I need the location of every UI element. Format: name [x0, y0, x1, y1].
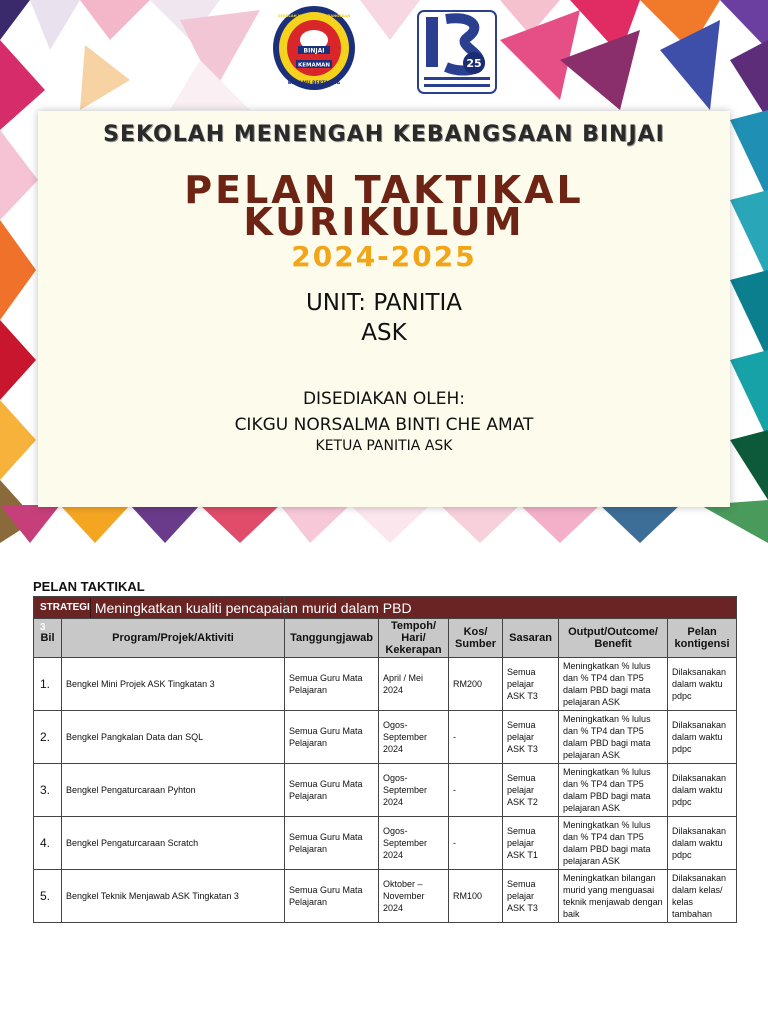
school-logo-motto: BERILMU BERTAQWA: [287, 81, 341, 86]
section-title: PELAN TAKTIKAL: [33, 579, 145, 594]
cell-tempoh: Ogos- September 2024: [379, 817, 449, 870]
cell-kontigensi: Dilaksanakan dalam waktu pdpc: [668, 817, 737, 870]
cell-output: Meningkatkan % lulus dan % TP4 dan TP5 dalam PBD bagi mata pelajaran ASK: [559, 658, 668, 711]
unit-line-1: UNIT: PANITIA: [305, 290, 463, 316]
strategy-cell: [34, 597, 412, 633]
cell-kontigensi: Dilaksanakan dalam kelas/ kelas tambahan: [668, 870, 737, 923]
school-logo-banner-bottom: KEMAMAN: [297, 62, 331, 69]
cell-program: Bengkel Pangkalan Data dan SQL: [62, 711, 285, 764]
cell-sasaran: Semua pelajar ASK T3: [503, 711, 559, 764]
cell-tanggungjawab: Semua Guru Mata Pelajaran: [285, 817, 379, 870]
cell-bil: 3.: [34, 764, 62, 817]
col-header-tempoh: Tempoh/ Hari/ Kekerapan: [379, 619, 449, 658]
cell-output: Meningkatkan % lulus dan % TP4 dan TP5 dalam PBD bagi mata pelajaran ASK: [559, 711, 668, 764]
cell-sasaran: Semua pelajar ASK T3: [503, 658, 559, 711]
school-logo: [272, 4, 356, 96]
col-header-kos: Kos/ Sumber: [449, 619, 503, 658]
col-header-tanggungjawab: Tanggungjawab: [285, 619, 379, 658]
cell-tempoh: Ogos- September 2024: [379, 711, 449, 764]
prepared-by-role: KETUA PANITIA ASK: [315, 438, 453, 454]
unit-line-2: ASK: [361, 320, 407, 346]
cell-tanggungjawab: Semua Guru Mata Pelajaran: [285, 870, 379, 923]
table-row: [34, 870, 737, 923]
table-row: [34, 658, 737, 711]
cell-output: Meningkatkan % lulus dan % TP4 dan TP5 dalam PBD bagi mata pelajaran ASK: [559, 764, 668, 817]
col-header-sasaran: Sasaran: [503, 619, 559, 658]
cell-program: Bengkel Pengaturcaraan Scratch: [62, 817, 285, 870]
cell-output: Meningkatkan % lulus dan % TP4 dan TP5 dalam PBD bagi mata pelajaran ASK: [559, 817, 668, 870]
strategy-row: [34, 597, 737, 619]
cell-sasaran: Semua pelajar ASK T3: [503, 870, 559, 923]
cell-tempoh: Ogos- September 2024: [379, 764, 449, 817]
cell-tempoh: Oktober – November 2024: [379, 870, 449, 923]
title-line-1: PELAN TAKTIKAL: [184, 168, 584, 212]
strategy-label: STRATEGI 3: [34, 598, 91, 618]
tactical-plan-table: [33, 596, 737, 923]
cell-bil: 2.: [34, 711, 62, 764]
prepared-by-name: CIKGU NORSALMA BINTI CHE AMAT: [234, 415, 534, 435]
strategy-text: Meningkatkan kualiti pencapaian murid dalam PBD: [94, 599, 412, 616]
table-row: [34, 817, 737, 870]
cell-program: Bengkel Teknik Menjawab ASK Tingkatan 3: [62, 870, 285, 923]
cell-bil: 4.: [34, 817, 62, 870]
year-label: 2024-2025: [291, 240, 477, 273]
table-row: [34, 711, 737, 764]
transformasi-logo-number: 25: [466, 57, 482, 70]
cell-output: Meningkatkan bilangan murid yang menguasai teknik menjawab dengan baik: [559, 870, 668, 923]
cell-kos: -: [449, 711, 503, 764]
cell-kos: RM200: [449, 658, 503, 711]
cell-sasaran: Semua pelajar ASK T1: [503, 817, 559, 870]
cell-tanggungjawab: Semua Guru Mata Pelajaran: [285, 658, 379, 711]
col-header-bil: Bil: [34, 619, 62, 658]
school-name: SEKOLAH MENENGAH KEBANGSAAN BINJAI: [103, 122, 665, 147]
cell-kontigensi: Dilaksanakan dalam waktu pdpc: [668, 711, 737, 764]
cell-kos: RM100: [449, 870, 503, 923]
col-header-program: Program/Projek/Aktiviti: [62, 619, 285, 658]
cell-bil: 1.: [34, 658, 62, 711]
cell-sasaran: Semua pelajar ASK T2: [503, 764, 559, 817]
cell-program: Bengkel Pengaturcaraan Pyhton: [62, 764, 285, 817]
cell-kontigensi: Dilaksanakan dalam waktu pdpc: [668, 658, 737, 711]
cell-bil: 5.: [34, 870, 62, 923]
cell-kontigensi: Dilaksanakan dalam waktu pdpc: [668, 764, 737, 817]
col-header-kontigensi: Pelan kontigensi: [668, 619, 737, 658]
col-header-output: Output/Outcome/ Benefit: [559, 619, 668, 658]
table-row: [34, 764, 737, 817]
cell-kos: -: [449, 764, 503, 817]
cell-tempoh: April / Mei 2024: [379, 658, 449, 711]
cell-tanggungjawab: Semua Guru Mata Pelajaran: [285, 764, 379, 817]
cell-kos: -: [449, 817, 503, 870]
table-header-row: [34, 619, 737, 658]
school-logo-banner-top: BINJAI: [303, 47, 325, 55]
transformasi-logo: [416, 9, 498, 95]
cell-program: Bengkel Mini Projek ASK Tingkatan 3: [62, 658, 285, 711]
school-logo-arc-text: SEKOLAH MENENGAH KEBANGSAAN: [277, 14, 351, 18]
title-line-2: KURIKULUM: [243, 200, 525, 244]
cell-tanggungjawab: Semua Guru Mata Pelajaran: [285, 711, 379, 764]
prepared-by-label: DISEDIAKAN OLEH:: [302, 389, 466, 409]
